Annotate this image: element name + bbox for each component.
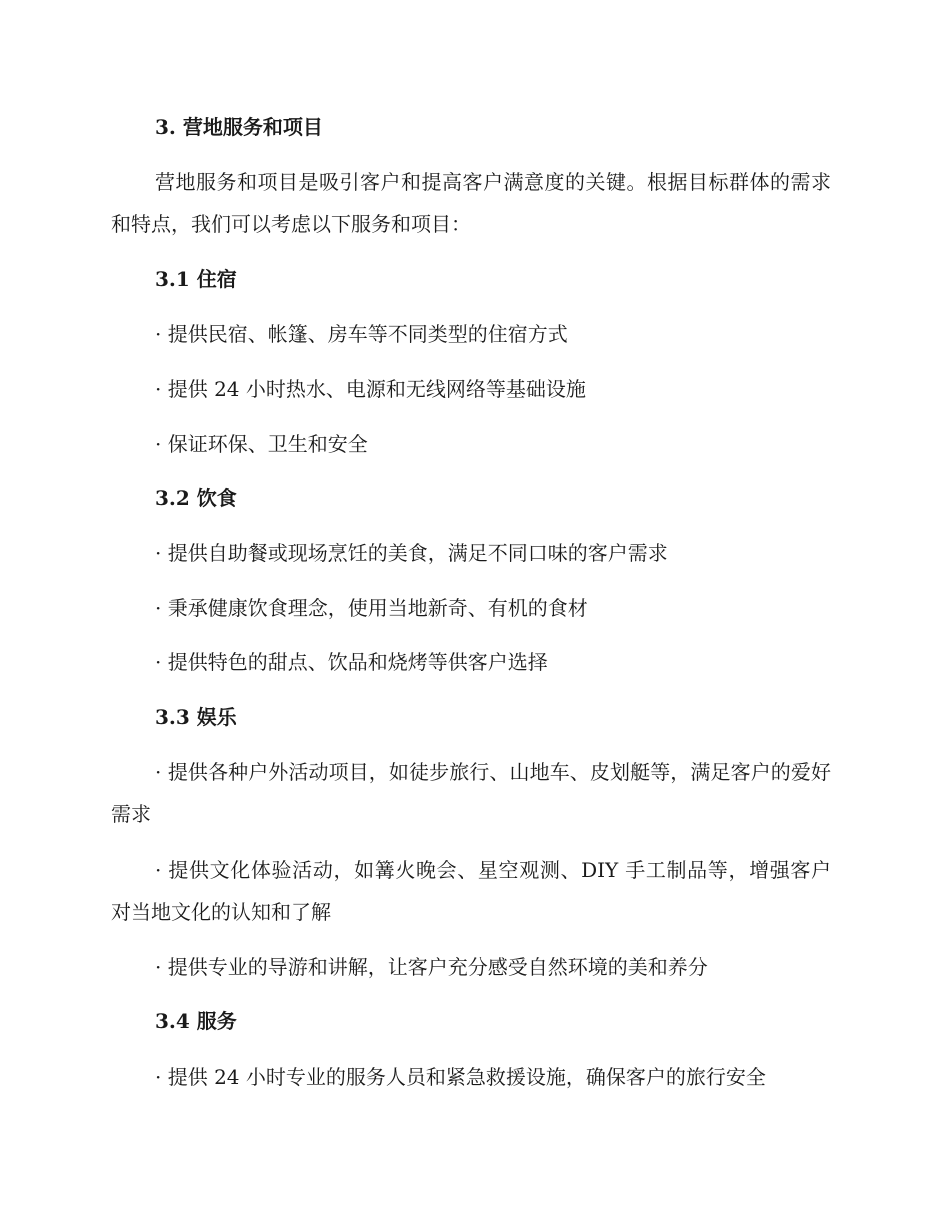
subsection-heading-3-3: 3.3 娱乐: [155, 705, 237, 729]
list-item: · 提供文化体验活动，如篝火晚会、星空观测、DIY 手工制品等，增强客户对当地文化的认知和了解: [111, 858, 831, 924]
list-item: · 提供专业的导游和讲解，让客户充分感受自然环境的美和养分: [155, 955, 708, 979]
list-item: · 提供 24 小时专业的服务人员和紧急救援设施，确保客户的旅行安全: [155, 1065, 766, 1089]
subsection-heading-3-1: 3.1 住宿: [155, 267, 237, 291]
list-item: · 提供自助餐或现场烹饪的美食，满足不同口味的客户需求: [155, 541, 668, 565]
subsection-heading-3-4: 3.4 服务: [155, 1009, 237, 1033]
subsection-heading-3-2: 3.2 饮食: [155, 486, 237, 510]
section-heading: 3. 营地服务和项目: [155, 115, 323, 139]
list-item: · 提供各种户外活动项目，如徒步旅行、山地车、皮划艇等，满足客户的爱好需求: [111, 760, 831, 826]
list-item: · 提供民宿、帐篷、房车等不同类型的住宿方式: [155, 322, 568, 346]
section-intro-paragraph: 营地服务和项目是吸引客户和提高客户满意度的关键。根据目标群体的需求和特点，我们可以考虑以下服务和项目：: [111, 170, 831, 236]
list-item: · 保证环保、卫生和安全: [155, 432, 368, 456]
list-item: · 秉承健康饮食理念，使用当地新奇、有机的食材: [155, 596, 588, 620]
list-item: · 提供 24 小时热水、电源和无线网络等基础设施: [155, 377, 586, 401]
list-item: · 提供特色的甜点、饮品和烧烤等供客户选择: [155, 650, 548, 674]
